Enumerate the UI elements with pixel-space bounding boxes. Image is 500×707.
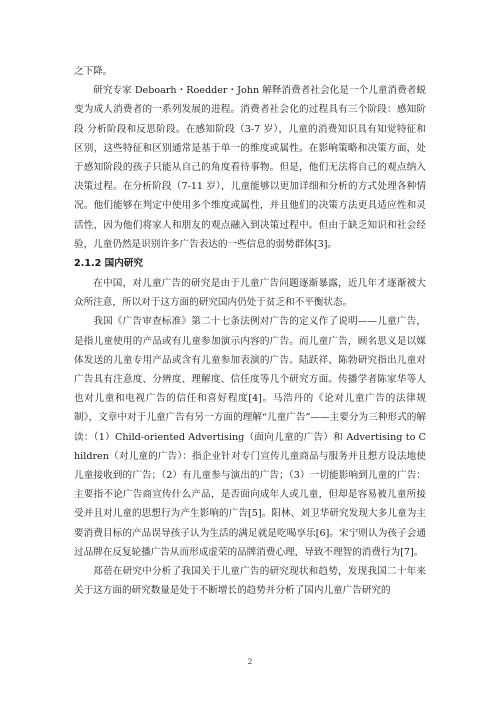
body-text-before-heading	[74, 62, 426, 254]
page-number: 2	[247, 657, 253, 666]
page-content	[74, 62, 426, 600]
paragraph: 之下降。	[74, 66, 113, 77]
section-heading: 2.1.2 国内研究	[74, 258, 144, 270]
paragraph: 我国《广告审查标准》第二十七条法例对广告的定义作了说明——儿童广告，是指儿童使用的产品或有儿童参加演示内容的广告。而儿童广告，顾名思义是以媒体发送的儿童专用产品或含有儿童参加表演的广告。陆跃祥、陈勃研究指出儿童对广告具有注意度、分辨度、理解度、信任度等几个研究方面。传播学者陈家华等人也对儿童和电视广告的信任和喜好程度[4]。马浩丹的《论对儿童广告的法律规制》，文章中对于儿童广告有另一方面的理解“儿童广告”——主要分为三种形式的解读：（1）Child-oriented Advertising（面向儿童的广告）和 Advertising to Children（对儿童的广告）：指企业针对专门宣传儿童商品与服务并且想方设法地使儿童接收到的广告；（2）有儿童参与演出的广告；（3）一切能影响到儿童的广告：主要指不论广告商宣传什么产品，是否面向成年人或儿童，但却是容易被儿童所接受并且对儿童的思想行为产生影响的广告[5]。阳林、刘卫华研究发现大多儿童为主要消费目标的产品误导孩子认为生活的满足就是吃喝享乐[6]。宋宁则认为孩子会通过品牌在反复轮播广告从而形成虚荣的品牌消费心理，导致不理智的消费行为[7]。	[74, 316, 426, 558]
body-text-after-heading	[74, 274, 426, 600]
paragraph: 研究专家 Deboarh・Roedder・John 解释消费者社会化是一个儿童消费者蜕变为成人消费者的一系列发展的进程。消费者社会化的过程具有三个阶段：感知阶段 分析阶段和反思阶段。在感知阶段（3-7 岁），儿童的消费知识具有知觉特征和区别，这些特征和区别通常是基于单一的维度或属性。在影响策略和决策方面，处于感知阶段的孩子只能从自己的角度看待事物。但是，他们无法将自己的观点纳入决策过程。在分析阶段（7-11 岁），儿童能够以更加详细和分析的方式处理各种情况。他们能够在判定中使用多个维度或属性，并且他们的决策方法更具适应性和灵活性，因为他们将家人和朋友的观点融入到决策过程中。但由于缺乏知识和社会经验，儿童仍然是识别许多广告表达的一些信息的弱势群体[3]。	[74, 85, 426, 250]
paragraph: 在中国，对儿童广告的研究是由于儿童广告问题逐渐暴露，近几年才逐渐被大众所注意，所以对于这方面的研究国内仍处于贫乏和不平衡状态。	[74, 278, 426, 309]
paragraph: 郑蓓在研究中分析了我国关于儿童广告的研究现状和趋势，发现我国二十年来关于这方面的研究数量是处于不断增长的趋势并分析了国内儿童广告研究的	[74, 566, 426, 597]
